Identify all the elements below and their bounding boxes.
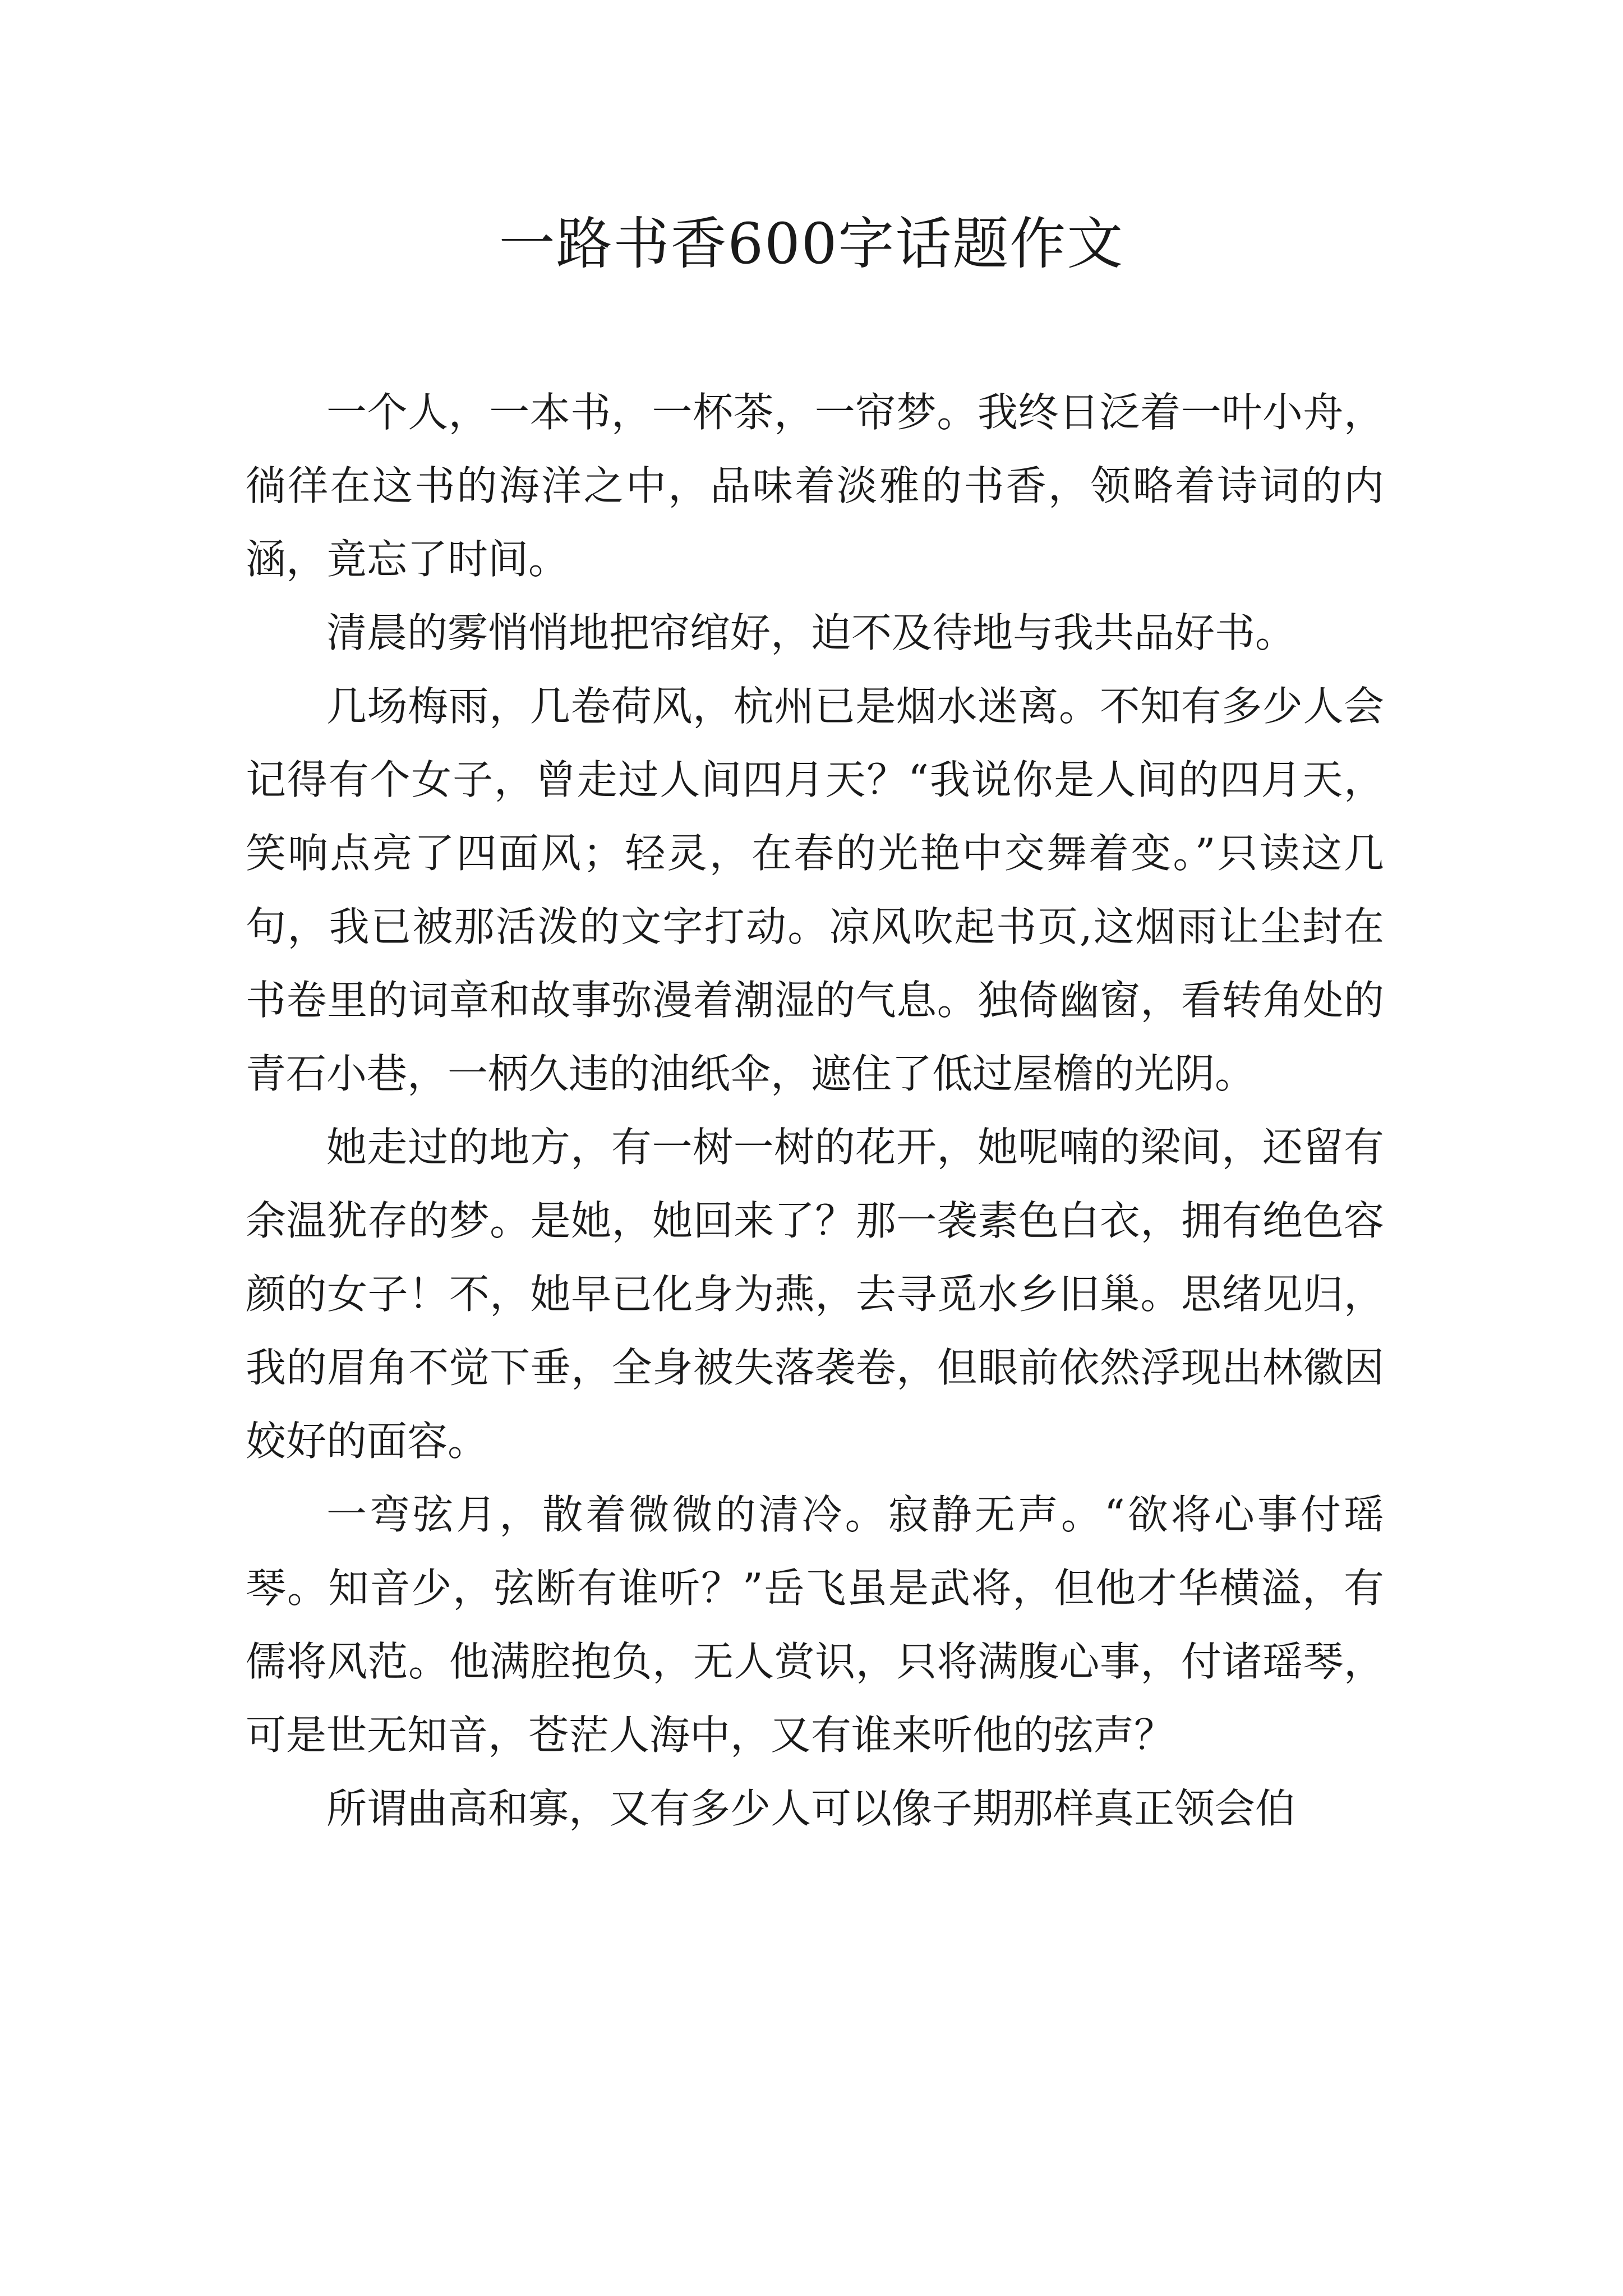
paragraph: 几场梅雨，几卷荷风，杭州已是烟水迷离。不知有多少人会记得有个女子，曾走过人间四月天？“我说你是人间的四月天，笑响点亮了四面风；轻灵，在春的光艳中交舞着变。”只读这几句，我已被那活泼的文字打动。凉风吹起书页,这烟雨让尘封在书卷里的词章和故事弥漫着潮湿的气息。独倚幽窗，看转角处的青石小巷，一柄久违的油纸伞，遮住了低过屋檐的光阴。: [246, 683, 1384, 1097]
paragraph: 所谓曲高和寡，又有多少人可以像子期那样真正领会伯: [326, 1785, 1296, 1832]
document-title: 一路书香600字话题作文: [499, 211, 1124, 277]
paragraph: 她走过的地方，有一树一树的花开，她呢喃的梁间，还留有余温犹存的梦。是她，她回来了？那一袭素色白衣，拥有绝色容颜的女子！不，她早已化身为燕，去寻觅水乡旧巢。思绪见归，我的眉角不觉下垂，全身被失落袭卷，但眼前依然浮现出林徽因姣好的面容。: [246, 1124, 1384, 1465]
paragraph: 清晨的雾悄悄地把帘绾好，迫不及待地与我共品好书。: [326, 609, 1296, 656]
document-body: [246, 376, 1384, 1846]
paragraph: 一个人，一本书，一杯茶，一帘梦。我终日泛着一叶小舟，徜徉在这书的海洋之中，品味着淡雅的书香，领略着诗词的内涵，竟忘了时间。: [246, 389, 1384, 583]
paragraph: 一弯弦月，散着微微的清冷。寂静无声。“欲将心事付瑶琴。知音少，弦断有谁听？”岳飞虽是武将，但他才华横溢，有儒将风范。他满腔抱负，无人赏识，只将满腹心事，付诸瑶琴，可是世无知音，苍茫人海中，又有谁来听他的弦声？: [246, 1491, 1384, 1759]
